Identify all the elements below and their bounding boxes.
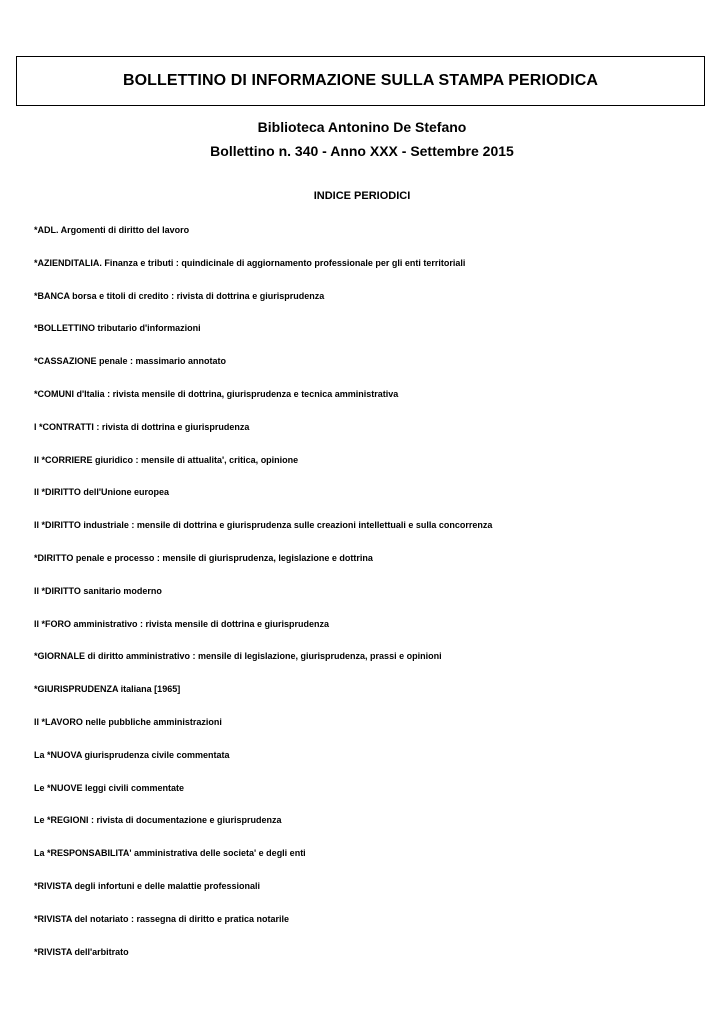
- list-item: Le *REGIONI : rivista di documentazione e giurisprudenza: [34, 815, 282, 826]
- list-item: *GIORNALE di diritto amministrativo : mensile di legislazione, giurisprudenza, prassi e opinioni: [34, 651, 442, 662]
- list-item: La *RESPONSABILITA' amministrativa delle societa' e degli enti: [34, 848, 306, 859]
- list-item: Il *FORO amministrativo : rivista mensile di dottrina e giurisprudenza: [34, 618, 330, 629]
- index-heading: INDICE PERIODICI: [313, 190, 411, 202]
- list-item: *BANCA borsa e titoli di credito : rivista di dottrina e giurisprudenza: [34, 290, 325, 301]
- list-item: I *CONTRATTI : rivista di dottrina e giurisprudenza: [34, 421, 250, 432]
- list-item: *ADL. Argomenti di diritto del lavoro: [34, 225, 190, 235]
- list-item: Il *DIRITTO sanitario moderno: [34, 585, 162, 596]
- list-item: *BOLLETTINO tributario d'informazioni: [34, 323, 201, 334]
- list-item: Il *CORRIERE giuridico : mensile di attualita', critica, opinione: [34, 454, 299, 465]
- library-name: Biblioteca Antonino De Stefano: [257, 119, 467, 135]
- list-item: *DIRITTO penale e processo : mensile di giurisprudenza, legislazione e dottrina: [34, 552, 373, 563]
- list-item: La *NUOVA giurisprudenza civile commentata: [34, 749, 230, 760]
- list-item: *GIURISPRUDENZA italiana [1965]: [34, 684, 181, 695]
- list-item: *RIVISTA degli infortuni e delle malattie professionali: [34, 880, 261, 891]
- bulletin-number: Bollettino n. 340 - Anno XXX - Settembre 2015: [210, 143, 514, 159]
- list-item: Il *LAVORO nelle pubbliche amministrazioni: [34, 716, 222, 727]
- list-item: *AZIENDITALIA. Finanza e tributi : quindicinale di aggiornamento professionale per gli enti territoriali: [34, 257, 466, 268]
- list-item: *CASSAZIONE penale : massimario annotato: [34, 356, 227, 367]
- periodicals-list: [34, 224, 492, 978]
- list-item: *RIVISTA dell'arbitrato: [34, 946, 129, 957]
- list-item: Le *NUOVE leggi civili commentate: [34, 782, 185, 793]
- list-item: Il *DIRITTO industriale : mensile di dottrina e giurisprudenza sulle creazioni intellettuali e sulla concorrenza: [34, 520, 493, 531]
- list-item: *COMUNI d'Italia : rivista mensile di dottrina, giurisprudenza e tecnica amministrativa: [34, 388, 399, 399]
- title-box: [16, 56, 705, 106]
- list-item: *RIVISTA del notariato : rassegna di diritto e pratica notarile: [34, 913, 290, 924]
- list-item: Il *DIRITTO dell'Unione europea: [34, 487, 169, 498]
- page-title: BOLLETTINO DI INFORMAZIONE SULLA STAMPA PERIODICA: [122, 72, 599, 89]
